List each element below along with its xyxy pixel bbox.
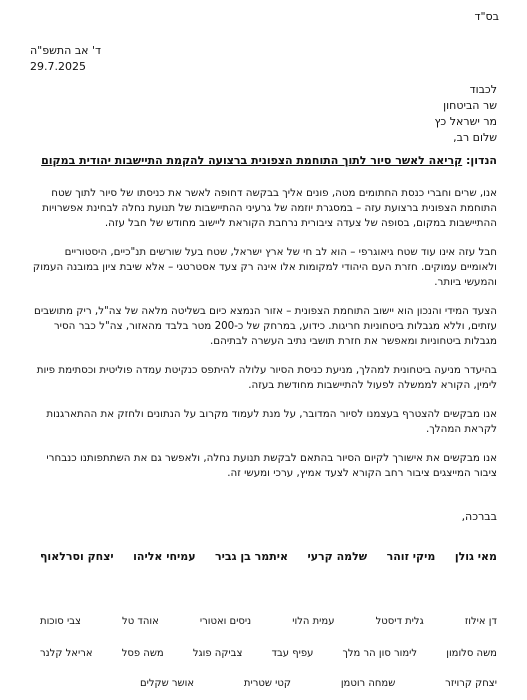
paragraph-line: ההתיישבות במקום, בסופה של צעדה ציבורית נרחבת הקוראת ליישוב מחודש של חבל עזה. xyxy=(104,217,497,229)
lead-signatories xyxy=(40,550,497,563)
signatory-row xyxy=(140,678,497,689)
signatory-name: יצחק קרויזר xyxy=(445,678,497,689)
paragraph-line: לקראת המהלך. xyxy=(426,423,497,435)
paragraph-line: חבל עזה אינו עוד שטח גיאוגרפי – הוא לב חי של ארץ ישראל, שטח בעל שורשים תנ"כיים, היסטוריים xyxy=(64,246,497,258)
paragraph-1 xyxy=(27,186,497,231)
letter-body xyxy=(27,186,497,495)
recipient-greeting: שלום רב, xyxy=(453,131,497,144)
signatory-name: קטי שטרית xyxy=(243,678,291,689)
signatory-name: יצחק וסרלאוף xyxy=(40,550,114,563)
recipient-name: מר ישראל כץ xyxy=(434,115,497,128)
paragraph-line: התוחמת הצפונית ברצועת עזה – במסגרת יוזמה של גרעיני ההתיישבות של תנועת נחלה לבחינת אפשרויות xyxy=(42,202,497,214)
signatory-row xyxy=(40,648,497,659)
signatory-name: אריאל קלנר xyxy=(40,648,93,659)
paragraph-line: הצעד המידי והנכון הוא יישוב התוחמת הצפונית – אזור הנמצא כיום בשליטה מלאה של צה"ל, ריק מתושבים xyxy=(34,305,497,317)
signatory-name: שלמה קרעי xyxy=(307,550,368,563)
gregorian-date: 29.7.2025 xyxy=(30,60,86,73)
signatory-name: מיקי זוהר xyxy=(386,550,436,563)
paragraph-5 xyxy=(27,407,497,437)
paragraph-line: ציבור המייצגים ציבור רחב הקורא לצעד אמיץ, ערכי ומעשי זה. xyxy=(227,467,497,479)
paragraph-line: מגבלות ביטחוניות ומאפשר את חזרת תושבי נתיב העשרה לבתיהם. xyxy=(210,335,497,347)
subject-text: קריאה לאשר סיור לתוך התוחמת הצפונית ברצועה להקמת התיישבות יהודית במקום xyxy=(41,154,463,167)
signatory-name: אושר שקלים xyxy=(140,678,195,689)
paragraph-line: אנו מבקשים להצטרף בעצמנו לסיור המדובר, על מנת לעמוד מקרוב על הנתונים ולחזק את ההתארגנות xyxy=(46,408,497,420)
subject-label: הנדון: xyxy=(466,154,497,167)
signatory-name: אוהד טל xyxy=(122,616,159,627)
subject-line xyxy=(27,154,497,167)
paragraph-line: והמעשי ביותר. xyxy=(434,276,497,288)
signatory-name: משה פסל xyxy=(121,648,164,659)
signatory-name: דן אילוז xyxy=(464,616,497,627)
signatory-name: מאי גולן xyxy=(454,550,497,563)
bsd-header: בס"ד xyxy=(474,10,499,23)
signatory-name: גלית דיסטל xyxy=(375,616,424,627)
recipient-role: שר הביטחון xyxy=(443,99,497,112)
hebrew-date: ד' אב התשפ"ה xyxy=(30,44,102,57)
recipient-to: לכבוד xyxy=(469,83,497,96)
signatory-name: לימור סון הר מלך xyxy=(342,648,418,659)
signatory-name: שמחה רוטמן xyxy=(340,678,396,689)
signatory-name: ניסים ואטורי xyxy=(199,616,252,627)
paragraph-line: בהיעדר מניעה ביטחונית למהלך, מניעת כניסת הסיור עלולה להיתפס כנקיטת עמדה פוליטית וכסתימת פיות xyxy=(36,364,497,376)
paragraph-6 xyxy=(27,451,497,481)
signatory-name: משה סלומון xyxy=(446,648,497,659)
recipient-block xyxy=(435,82,498,146)
paragraph-4 xyxy=(27,363,497,393)
closing-line: בברכה, xyxy=(461,510,497,523)
signatory-name: עמיחי אליהו xyxy=(133,550,196,563)
paragraph-2 xyxy=(27,245,497,290)
signatory-name: צבי סוכות xyxy=(40,616,81,627)
paragraph-line: לימין, הקורא לממשלה לפעול להתיישבות מחודשת בעזה. xyxy=(248,379,497,391)
signatory-name: איתמר בן גביר xyxy=(215,550,288,563)
paragraph-line: אנו מבקשים את אישורך לקיום הסיור בהתאם לבקשת תנועת נחלה, ולאפשר גם את השתתפותנו כנבחרי xyxy=(46,452,497,464)
signatory-name: עפיף עבד xyxy=(271,648,314,659)
paragraph-line: עזתים, וללא מגבלות ביטחוניות חריגות. כידוע, במרחק של כ-200 מטר בלבד מהאזור, צה"ל כבר הסיר xyxy=(53,320,497,332)
signatory-name: צביקה פוגל xyxy=(192,648,243,659)
paragraph-line: אנו, שרים וחברי כנסת החתומים מטה, פונים אליך בבקשה דחופה לאשר את כניסתו של סיור לתוך שטח xyxy=(51,187,497,199)
signatory-row xyxy=(40,616,497,627)
paragraph-3 xyxy=(27,304,497,349)
paragraph-line: ולאומיים עמוקים. חזרת העם היהודי למקומות אלו אינה רק צעד אסטרטגי – אלא שיבת ציון במובנה העמוק xyxy=(32,261,497,273)
signatory-name: עמית הלוי xyxy=(292,616,335,627)
